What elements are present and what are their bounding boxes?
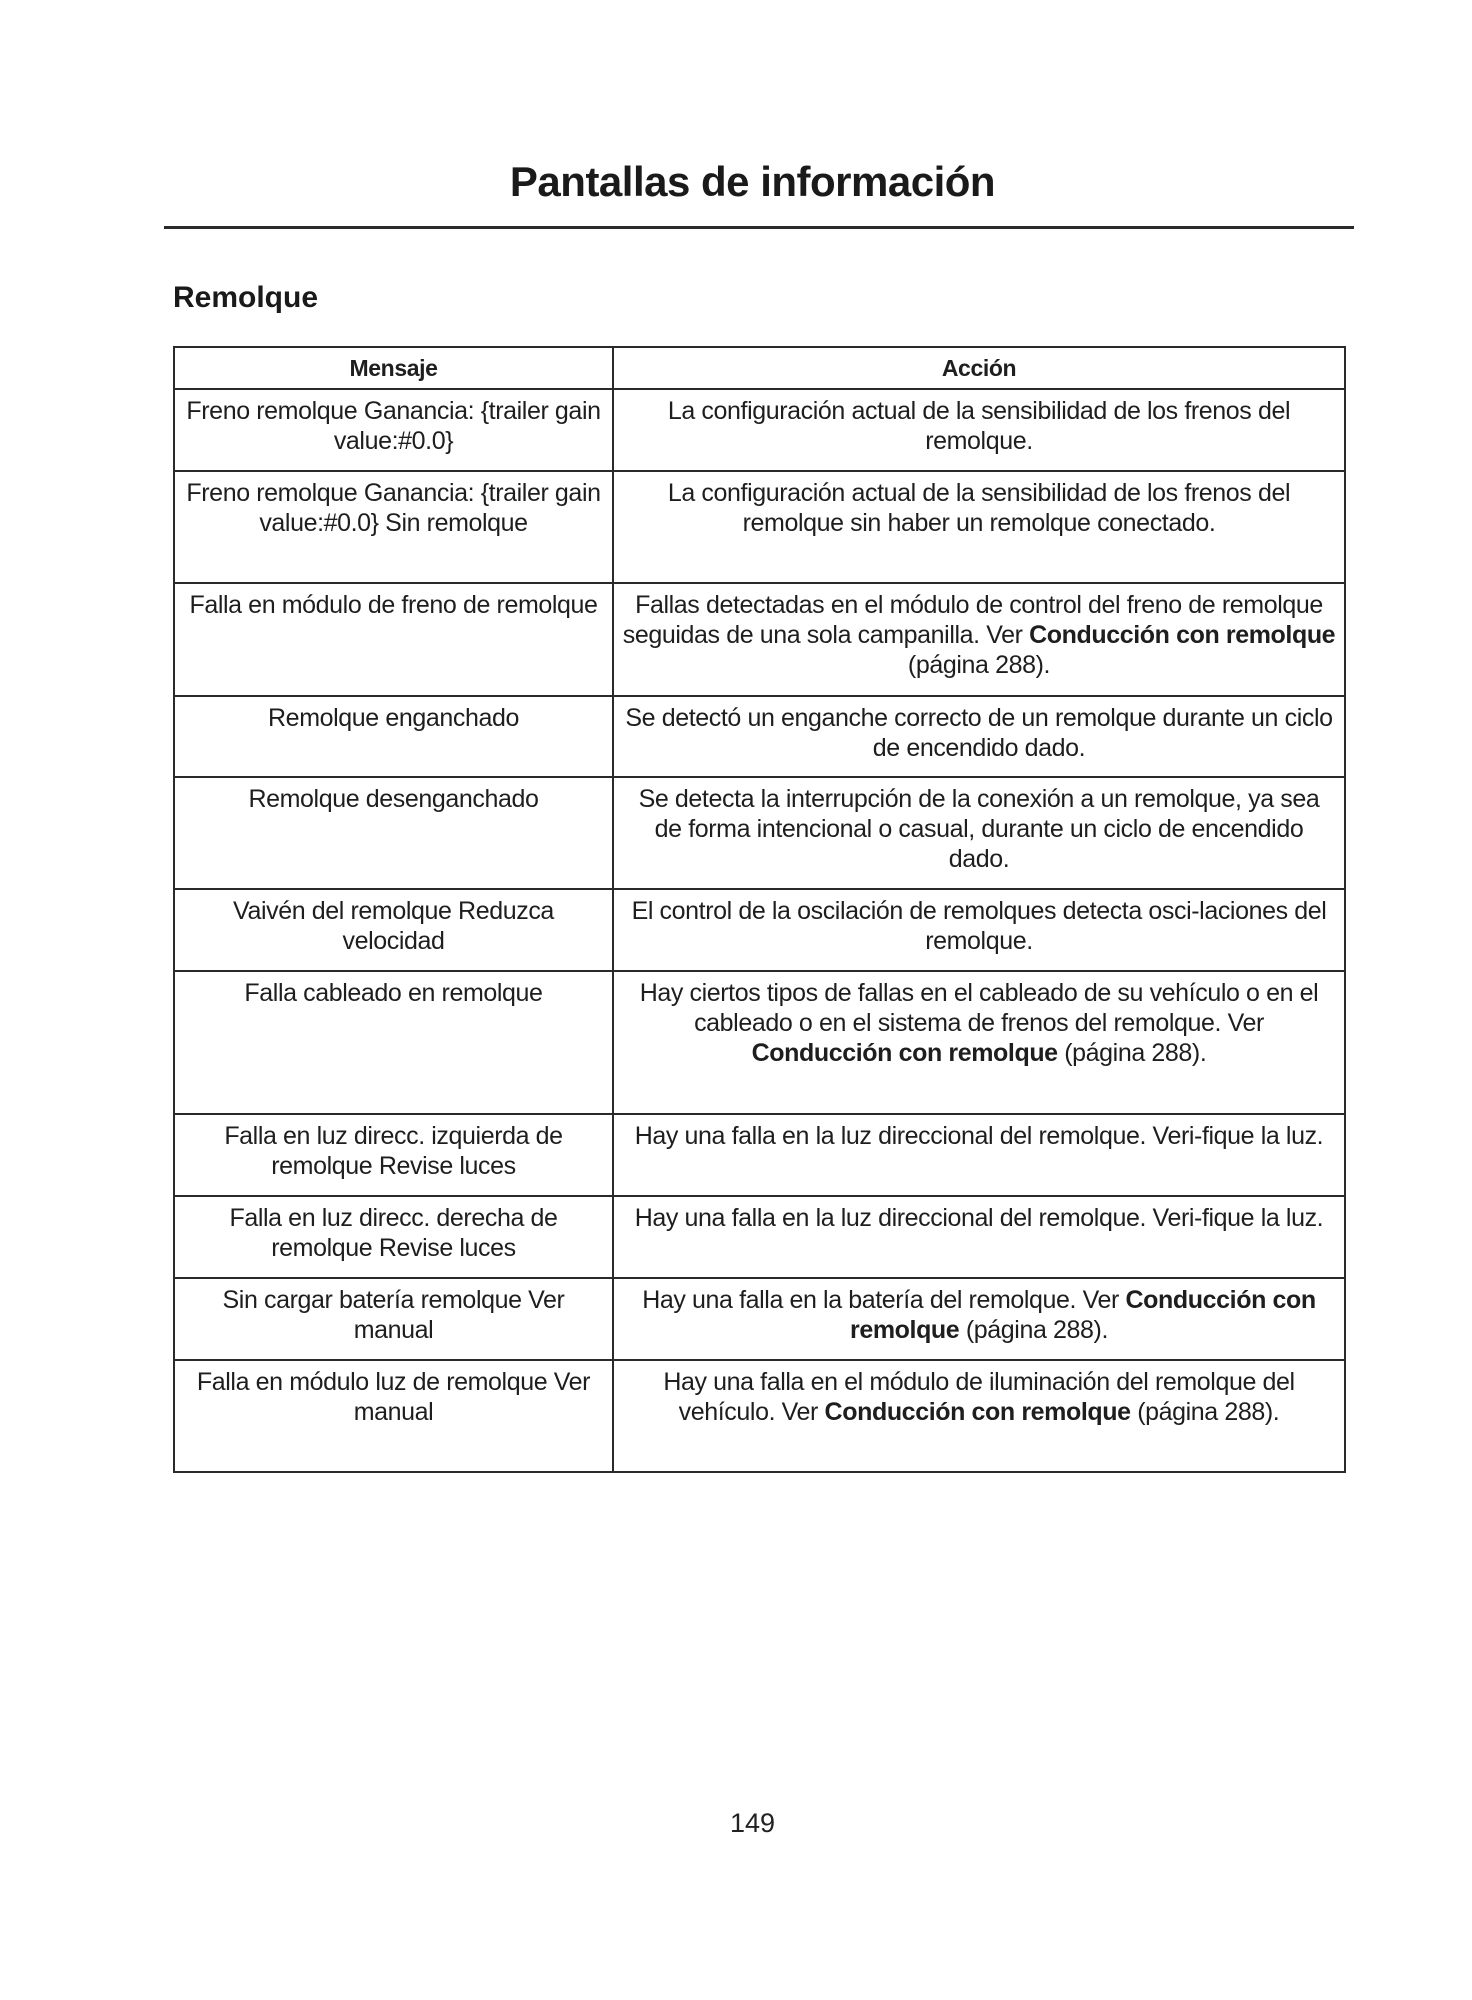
message-cell: Remolque enganchado (174, 696, 613, 777)
message-cell: Freno remolque Ganancia: {trailer gain value:#0.0} (174, 389, 613, 471)
action-text: (página 288). (1130, 1398, 1280, 1426)
table-header-row (174, 347, 1345, 389)
cross-reference-link[interactable]: Conducción con remolque (849, 1286, 1316, 1344)
page-number: 149 (729, 1808, 776, 1838)
column-header-message: Mensaje (174, 347, 613, 389)
action-text: Se detectó un enganche correcto de un remolque durante un ciclo de encendido dado. (625, 704, 1333, 762)
table-row (174, 971, 1345, 1114)
action-cell (613, 1196, 1345, 1278)
table-row (174, 471, 1345, 583)
table-row (174, 777, 1345, 889)
action-cell (613, 1278, 1345, 1360)
section-heading: Remolque (173, 281, 319, 314)
action-text: Hay una falla en la batería del remolque. Ver (642, 1286, 1126, 1314)
table-body (174, 389, 1345, 1472)
action-cell (613, 471, 1345, 583)
message-cell: Falla en módulo de freno de remolque (174, 583, 613, 696)
action-text: El control de la oscilación de remolques detecta osci-laciones del remolque. (631, 897, 1327, 955)
cross-reference-link[interactable]: Conducción con remolque (1029, 621, 1336, 649)
action-text: Hay una falla en la luz direccional del remolque. Veri-fique la luz. (634, 1204, 1324, 1232)
action-text: (página 288). (907, 651, 1051, 679)
page-title: Pantallas de información (509, 158, 996, 205)
action-cell (613, 889, 1345, 971)
cross-reference-link[interactable]: Conducción con remolque (751, 1039, 1058, 1067)
table-row (174, 1114, 1345, 1196)
action-cell (613, 777, 1345, 889)
table-row (174, 583, 1345, 696)
message-cell: Remolque desenganchado (174, 777, 613, 889)
column-header-action: Acción (613, 347, 1345, 389)
table-row (174, 389, 1345, 471)
message-cell: Freno remolque Ganancia: {trailer gain value:#0.0} Sin remolque (174, 471, 613, 583)
action-text: Se detecta la interrupción de la conexión a un remolque, ya sea de forma intencional o casual, durante un ciclo de encendido dado. (638, 785, 1320, 873)
message-cell: Falla en luz direcc. izquierda de remolque Revise luces (174, 1114, 613, 1196)
action-cell (613, 696, 1345, 777)
action-text: (página 288). (1057, 1039, 1207, 1067)
action-cell (613, 1114, 1345, 1196)
message-cell: Falla cableado en remolque (174, 971, 613, 1114)
table-row (174, 889, 1345, 971)
message-cell: Sin cargar batería remolque Ver manual (174, 1278, 613, 1360)
message-cell: Falla en módulo luz de remolque Ver manual (174, 1360, 613, 1472)
cross-reference-link[interactable]: Conducción con remolque (824, 1398, 1131, 1426)
message-cell: Vaivén del remolque Reduzca velocidad (174, 889, 613, 971)
action-text: Hay una falla en el módulo de iluminación del remolque del vehículo. Ver (663, 1368, 1295, 1426)
table-row (174, 1278, 1345, 1360)
trailer-messages-table (173, 346, 1346, 1473)
action-text: La configuración actual de la sensibilidad de los frenos del remolque sin haber un remolque conectado. (667, 479, 1291, 537)
action-cell (613, 1360, 1345, 1472)
table-row (174, 696, 1345, 777)
action-text: Hay una falla en la luz direccional del remolque. Veri-fique la luz. (634, 1122, 1324, 1150)
action-text: La configuración actual de la sensibilidad de los frenos del remolque. (667, 397, 1291, 455)
message-cell: Falla en luz direcc. derecha de remolque Revise luces (174, 1196, 613, 1278)
table-row (174, 1360, 1345, 1472)
table-row (174, 1196, 1345, 1278)
action-text: (página 288). (959, 1316, 1108, 1344)
action-cell (613, 389, 1345, 471)
action-cell (613, 971, 1345, 1114)
title-divider (164, 226, 1354, 229)
action-cell (613, 583, 1345, 696)
action-text: Fallas detectadas en el módulo de control del freno de remolque seguidas de una sola campanilla. Ver (622, 591, 1323, 649)
action-text: Hay ciertos tipos de fallas en el cableado de su vehículo o en el cableado o en el sistema de frenos del remolque. Ver (639, 979, 1319, 1037)
